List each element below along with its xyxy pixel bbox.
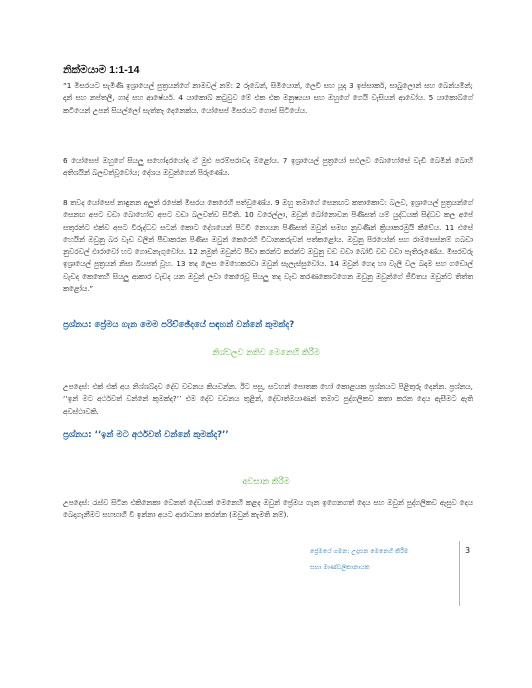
page-number: 3 bbox=[465, 546, 471, 555]
section-heading-closing: අවසාන කිරීම bbox=[242, 476, 290, 486]
footer-subtitle: සභා මාණ්ඩලිකානායක bbox=[310, 564, 370, 571]
footer-divider bbox=[459, 541, 460, 606]
footer-title: ප්‍රේමයේ ගමන: උදෑසන මෙනෙහි කිරීම bbox=[310, 548, 409, 555]
page-footer bbox=[310, 544, 458, 576]
instruction-closing: උපදෙස්: රැස්ව සිටින එකිනෙකා වෙනත් දේවයක් මෙනෙහි කළද ඔවුන් ප්‍රේමය ගැන ඉගෙනගත් දෙය සහ ඔවුන් පුද්ගලිකව ඇසුව දෙය බෙදාගැනීමට සහභාගී වී ඉන්නා අයට ආරාධනා කරන්න (ඔවුන් කැමති නම්). bbox=[63, 498, 473, 520]
scripture-paragraph-2: 6 යෝසෙප් ඔහුගේ සියලු සහෝදරයෝද ඒ මුළු පරම්පරාවද මළෝය. 7 ඉශ්‍රායෙල් පුත්‍රයෝ සඵලව බොහෝසේ වැඩී බෙමින් බොහි අතිශයින් බලවත්වූවෝය; දේශය ඔවුන්ගෙන් පිරුණේය. bbox=[63, 156, 473, 178]
scripture-reference-heading: නික්මයාම 1:1-14 bbox=[63, 64, 140, 76]
scripture-paragraph-1: “1 මිසරයට සැමිණි ඉශ්‍රායෙල් පුත්‍රයන්ගේ නාමවල් නම්: 2 රූබෙන්, සිමියොන්, ලෙවී සහ යූදා 3 ඉස්සාකර්, සාබුලොන් සහ බෙන්යමින්; දාන් සහ නප්තලී, ගාද් සහ ආෂේර්ය. 4 යාකොබ් කටුවුව මේ එක එක මනුෂ්‍යයා සහ ඔහුගේ ගෙයි වැසියන් ආවෝය. 5 යාකොබ්ගේ කටියෙන් උපන් සියල්ලෝ සැත්තෑ දෙනෙක්ය. යෝසෙප් මිසරයට ගොස් සිටියේය. bbox=[63, 81, 473, 115]
scripture-paragraph-3: 8 තවද යෝසෙප් නාඳුනන අලුත් රජෙක් මිසරය කෙරෙහි පත්වුණේය. 9 ඔහු තමාගේ සෙනඟට කතාකොට: බලව, ඉශ්‍රායෙල් පුත්‍රයන්ගේ සෙනඟ අපට වඩා බොහෝව අපට වඩා බලවත්ව සිටිති. 10 වරෙල්ලා, ඔවුන් බෝනොවන පිණිසත් යම් යුද්ධයක් සිද්ධව කල අපේ සතුරන්ට එක්ව අපට විරුද්ධව සටන් කොට දේශයෙන් පිටවී නොයන පිණිසත් ඔවුන් සමඟ නුවණින් ක්‍රියාකරමුයි කීවේය. 11 එසේ හෙයින් ඔවුනු බර වැඩ වලින් පීඩාකරන පිණිස ඔවුන් කෙරෙහි විධානකරුවන් පත්කළෝය. ඔවුනු පිරයෝන් සහ රාමසෙස්නම් ගබඩා නුවරවල් ඵාරාවෝ හට ගොඩනැගුවෝය. 12 නමුත් ඔවුන්ට පීඩා කරන්ට කරන්ට ඔවුනු වඩ වඩා බෝවී වඩ වඩා පැතිරුණේය. මිසරවරු ඉශ්‍රායෙල් පුත්‍රයන් නිසා බියපත් වූහ. 13 තද ලෙස මෙහෙකරවා ඔවුන් සැලැස්සුවෝය. 14 ඔවුන් ගෙද හා වැලි වල බදාම සහ ගඩොල් වැඩද කෙතෙහි සියලු ආකාර වැඩද යන ඔවුන් ලවා කෙරෙවූ සියලු තද වැඩ කරණකොටගෙන ඔවුනු ඔවුන්ගේ ජීවිතය ඔවුන්ට තිත්ත කළෝය.” bbox=[63, 198, 473, 294]
instruction-silent-meditation: උපදෙස්: එක් එක් අය නිශ්ශබ්දව දේව වචනය කියවන්න. ඊට පසු, සටහන් පොතක හෝ කොළයක ප්‍රශ්නයට පිළිතුරු දෙන්න. ප්‍රශ්නය, ‘‘ඉන් මට අර්ථවත් වන්නේ කුමක්ද?’’ එම දේව වචනය තුළින්, දේවාත්මයාණන් තමාට පුද්ගලිකව කතා කරන දෙය ඇසීමට ඇති අවස්ථාවකි. bbox=[63, 382, 473, 416]
section-heading-silent-meditation: නිශ්චලව නතිව මෙනෙහි කිරීම bbox=[212, 347, 320, 357]
question-love-passage: ප්‍රශ්නය: ප්‍රේමය ගැන මෙම පරිච්ඡේදයේ සඳහන් වන්නේ කුමක්ද? bbox=[63, 320, 295, 330]
question-meaning: ප්‍රශ්නය: ‘‘ඉන් මට අර්ථවත් වන්නේ කුමක්ද?’’ bbox=[63, 430, 229, 440]
